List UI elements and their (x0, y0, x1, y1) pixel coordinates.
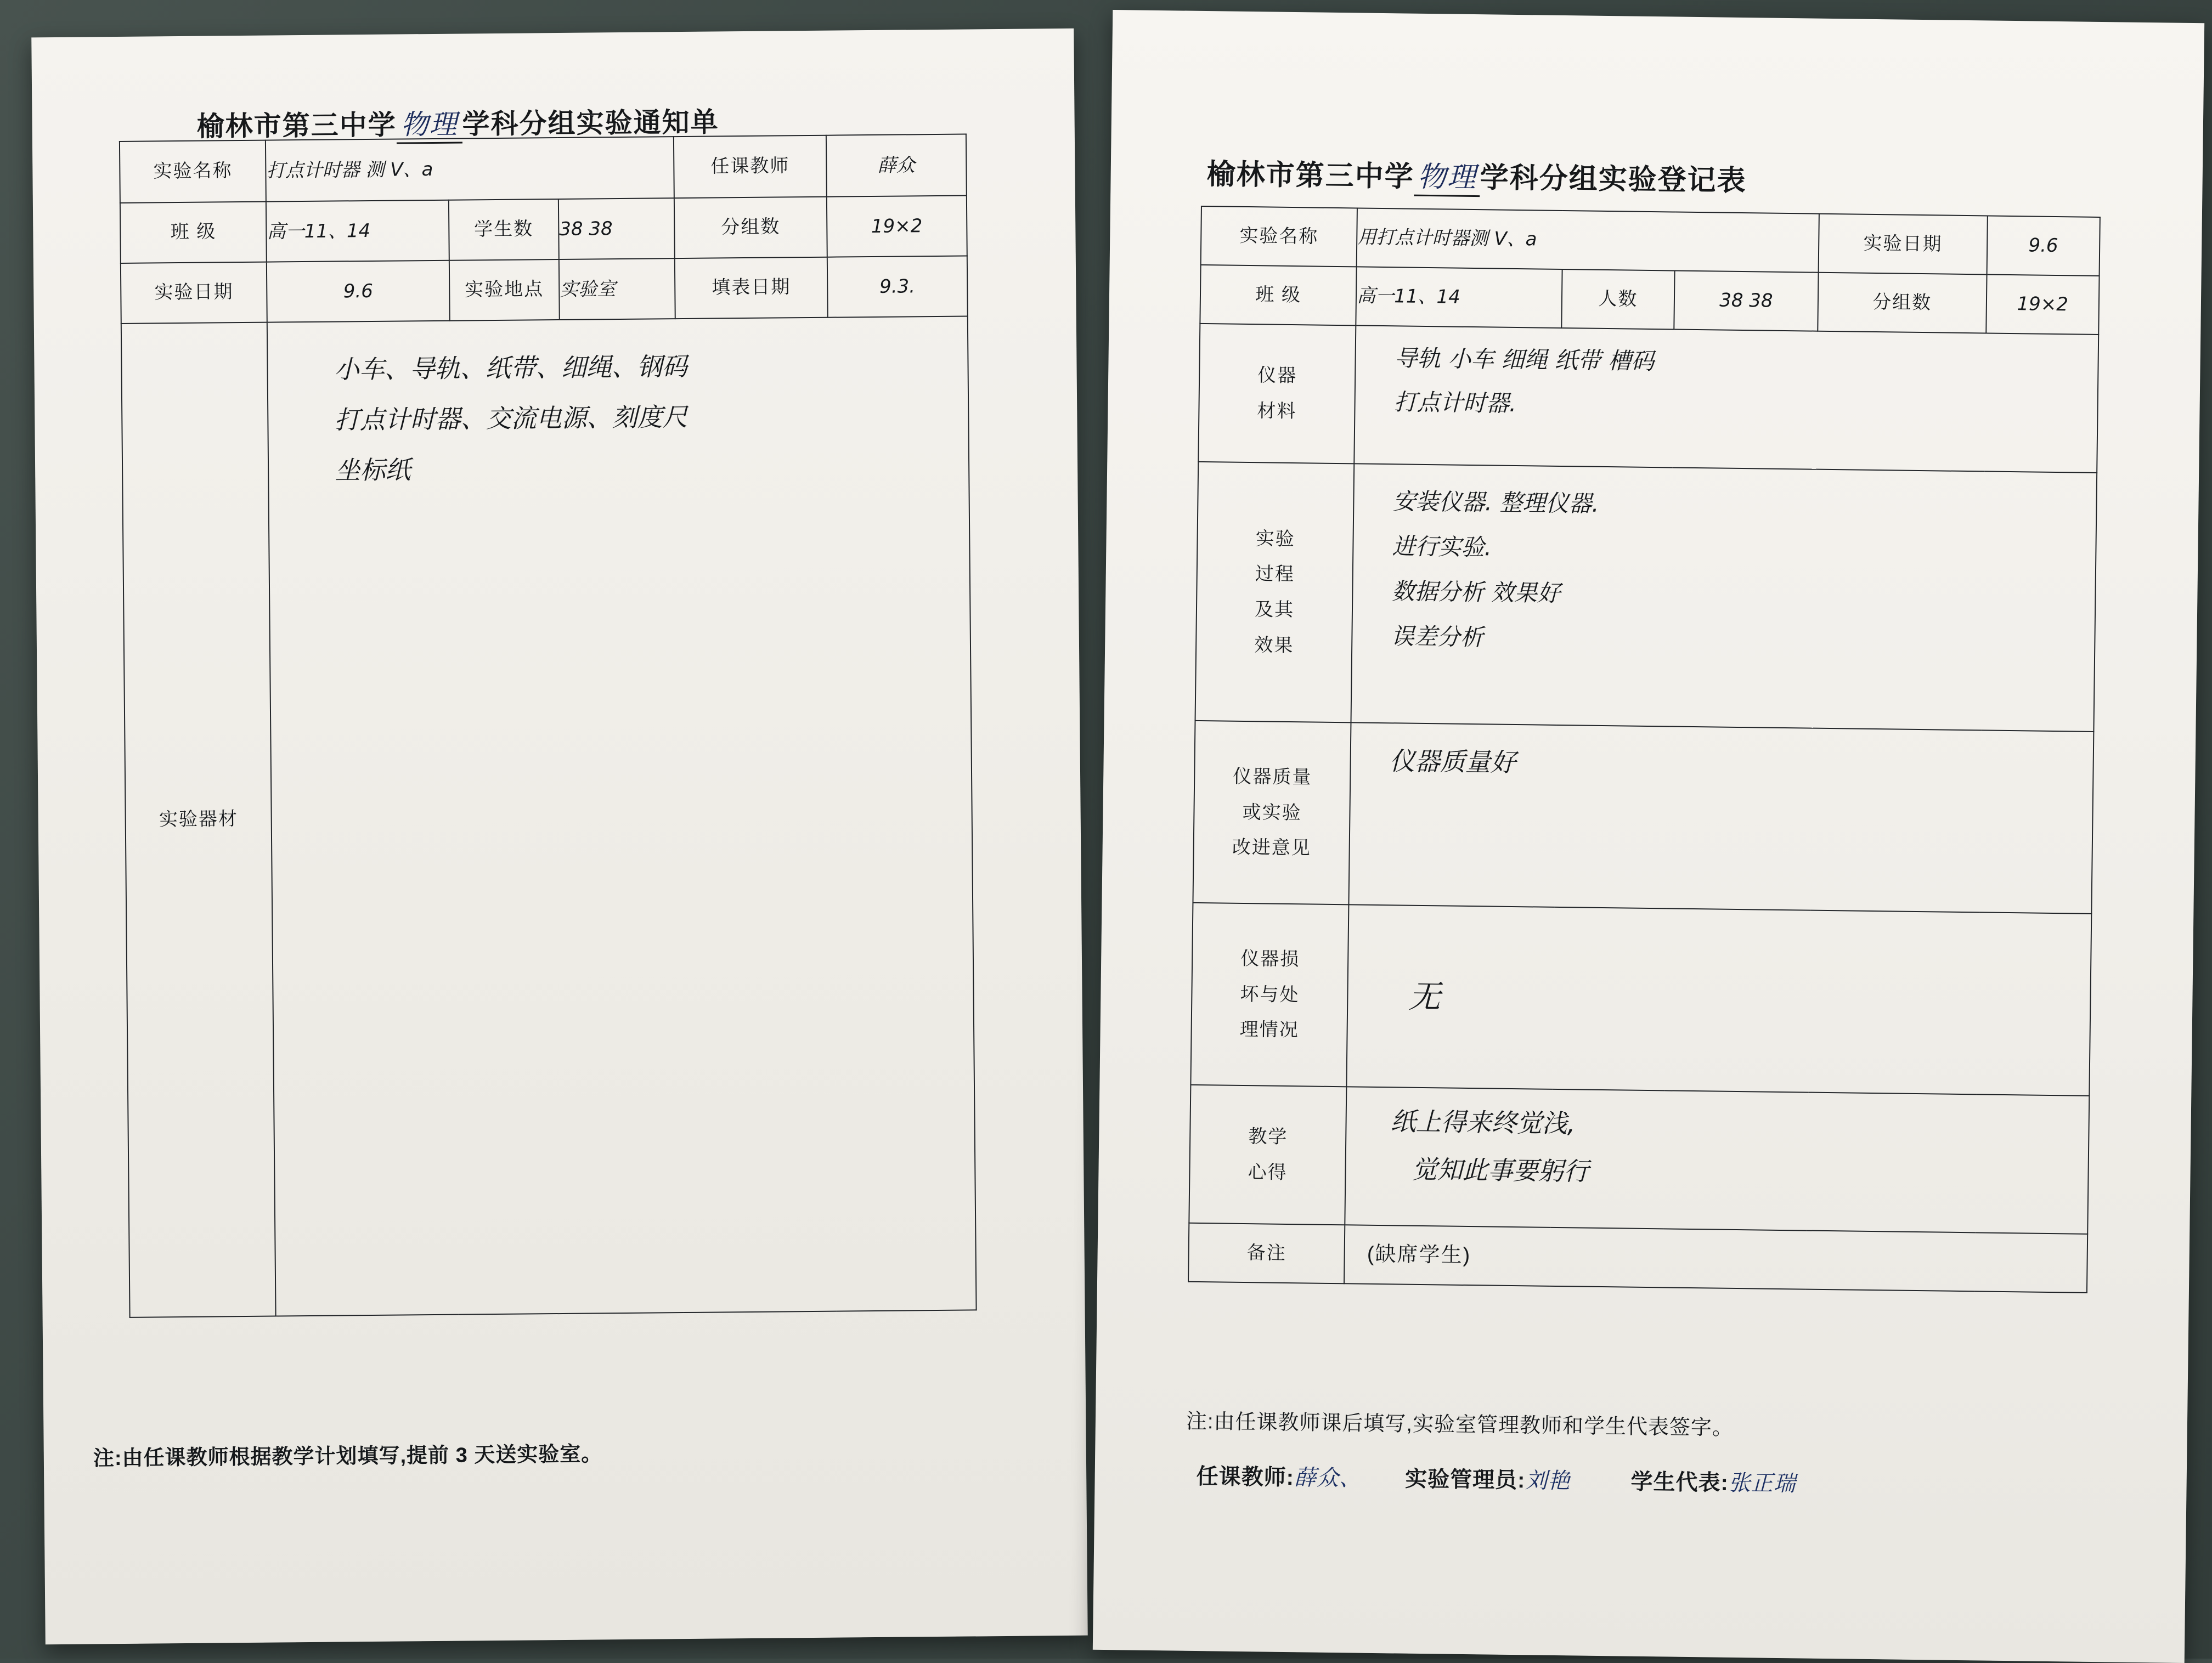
class-value: 高一11、14 (266, 200, 449, 262)
r-people-value: 38 38 (1674, 271, 1818, 331)
apparatus-value-cell (1355, 325, 2099, 473)
damage-label-line-3: 理情况 (1239, 1019, 1299, 1041)
damage-value-cell (1347, 904, 2092, 1096)
teacher-value: 薛众 (826, 134, 966, 196)
r-group-count-value: 19×2 (1986, 274, 2100, 335)
r-class-value: 高一11、14 (1356, 267, 1562, 328)
remark-label: 备注 (1188, 1223, 1345, 1283)
fill-date-label: 填表日期 (675, 257, 827, 319)
process-label-line-2: 过程 (1255, 563, 1295, 585)
equipment-line-2: 打点计时器、交流电源、刻度尺 (334, 401, 688, 435)
r-people-label: 人数 (1561, 269, 1675, 330)
apparatus-label-line-2: 材料 (1257, 400, 1297, 422)
damage-value: 无 (1408, 977, 1441, 1015)
table-row (1190, 903, 2091, 1096)
equipment-line-3: 坐标纸 (335, 455, 411, 485)
notification-form-sheet (31, 29, 1087, 1644)
insight-label-line-1: 教学 (1248, 1126, 1288, 1148)
table-row (1198, 324, 2098, 473)
insight-line-1: 纸上得来终觉浅, (1390, 1106, 1576, 1139)
insight-label-cell (1189, 1085, 1346, 1225)
registration-form-sheet (1093, 10, 2204, 1663)
table-row (1195, 462, 2097, 732)
table-row (121, 256, 968, 323)
left-title-subject: 物理 (396, 102, 462, 144)
apparatus-label-cell (1198, 324, 1356, 463)
table-row (1193, 721, 2094, 914)
left-footer-note: 注:由任课教师根据教学计划填写,提前 3 天送实验室。 (93, 1443, 603, 1470)
insight-label-line-2: 心得 (1248, 1162, 1288, 1184)
process-label-cell (1195, 462, 1355, 722)
apparatus-label-line-1: 仪器 (1257, 365, 1297, 387)
signature-row (1196, 1459, 1811, 1498)
r-exp-date-label: 实验日期 (1818, 214, 1987, 275)
table-row (1200, 265, 2099, 335)
equipment-label: 实验器材 (159, 808, 239, 830)
insight-line-2: 觉知此事要躬行 (1412, 1155, 1589, 1187)
exp-name-value: 打点计时器 测 V、a (266, 137, 674, 201)
r-class-label: 班 级 (1200, 265, 1357, 325)
damage-label-line-1: 仪器损 (1240, 948, 1300, 970)
quality-label-line-3: 改进意见 (1232, 837, 1312, 859)
left-title-suffix: 学科分组实验通知单 (462, 106, 719, 140)
table-row (121, 316, 977, 1317)
right-title-prefix: 榆林市第三中学 (1206, 159, 1415, 193)
teacher-sign-value: 薛众、 (1294, 1465, 1362, 1491)
student-sign-value: 张正瑞 (1728, 1470, 1797, 1497)
process-value-cell (1351, 463, 2097, 732)
quality-label-line-1: 仪器质量 (1233, 766, 1312, 788)
manager-sign-value: 刘艳 (1525, 1468, 1571, 1494)
table-row (120, 195, 967, 263)
process-line-4: 误差分析 (1391, 622, 1483, 651)
insight-value-cell (1345, 1087, 2090, 1234)
quality-value-cell (1349, 722, 2094, 914)
r-exp-name-label: 实验名称 (1201, 206, 1358, 267)
remark-value: (缺席学生) (1344, 1225, 2087, 1293)
exp-date-label: 实验日期 (121, 262, 267, 324)
process-label-line-1: 实验 (1255, 528, 1295, 550)
process-line-3: 数据分析 效果好 (1391, 578, 1561, 607)
equipment-line-1: 小车、导轨、纸带、细绳、钢码 (334, 351, 688, 384)
process-label-line-3: 及其 (1254, 599, 1295, 621)
damage-label-line-2: 坏与处 (1240, 983, 1300, 1005)
r-exp-date-value: 9.6 (1987, 216, 2100, 276)
place-value: 实验室 (559, 258, 675, 320)
table-row (1189, 1085, 2089, 1234)
process-line-2: 进行实验. (1392, 533, 1492, 561)
process-line-1: 安装仪器. 整理仪器. (1392, 488, 1600, 517)
right-form-title (1206, 151, 1747, 200)
process-label-line-4: 效果 (1254, 634, 1294, 656)
table-row (120, 134, 967, 202)
quality-value: 仪器质量好 (1389, 746, 1516, 778)
student-count-value: 38 38 (558, 198, 675, 259)
left-title-prefix: 榆林市第三中学 (196, 109, 397, 142)
exp-date-value: 9.6 (267, 261, 449, 323)
right-title-suffix: 学科分组实验登记表 (1480, 162, 1747, 197)
quality-label-line-2: 或实验 (1242, 801, 1302, 823)
apparatus-line-1: 导轨 小车 细绳 纸带 槽码 (1394, 344, 1655, 375)
r-group-count-label: 分组数 (1818, 273, 1987, 333)
table-row (1188, 1223, 2087, 1293)
student-sign-label: 学生代表: (1630, 1469, 1729, 1495)
equipment-label-cell (121, 323, 276, 1317)
exp-name-label: 实验名称 (120, 140, 266, 203)
table-row (1201, 206, 2100, 276)
equipment-value-cell (267, 316, 976, 1316)
damage-label-cell (1190, 903, 1348, 1087)
right-title-subject: 物理 (1414, 154, 1480, 197)
manager-sign-label: 实验管理员: (1404, 1467, 1526, 1493)
quality-label-cell (1193, 721, 1351, 904)
right-footer-note: 注:由任课教师课后填写,实验室管理教师和学生代表签字。 (1186, 1410, 1734, 1440)
apparatus-line-2: 打点计时器. (1393, 388, 1517, 417)
teacher-label: 任课教师 (674, 135, 826, 198)
group-count-label: 分组数 (674, 197, 827, 258)
teacher-sign-label: 任课教师: (1196, 1464, 1295, 1490)
right-form-table (1188, 206, 2101, 1293)
r-exp-name-value: 用打点计时器测 V、a (1357, 208, 1819, 272)
place-label: 实验地点 (449, 259, 560, 321)
fill-date-value: 9.3. (827, 256, 967, 317)
student-count-label: 学生数 (449, 199, 559, 261)
class-label: 班 级 (120, 202, 267, 263)
left-form-table (119, 133, 977, 1317)
group-count-value: 19×2 (826, 195, 967, 257)
